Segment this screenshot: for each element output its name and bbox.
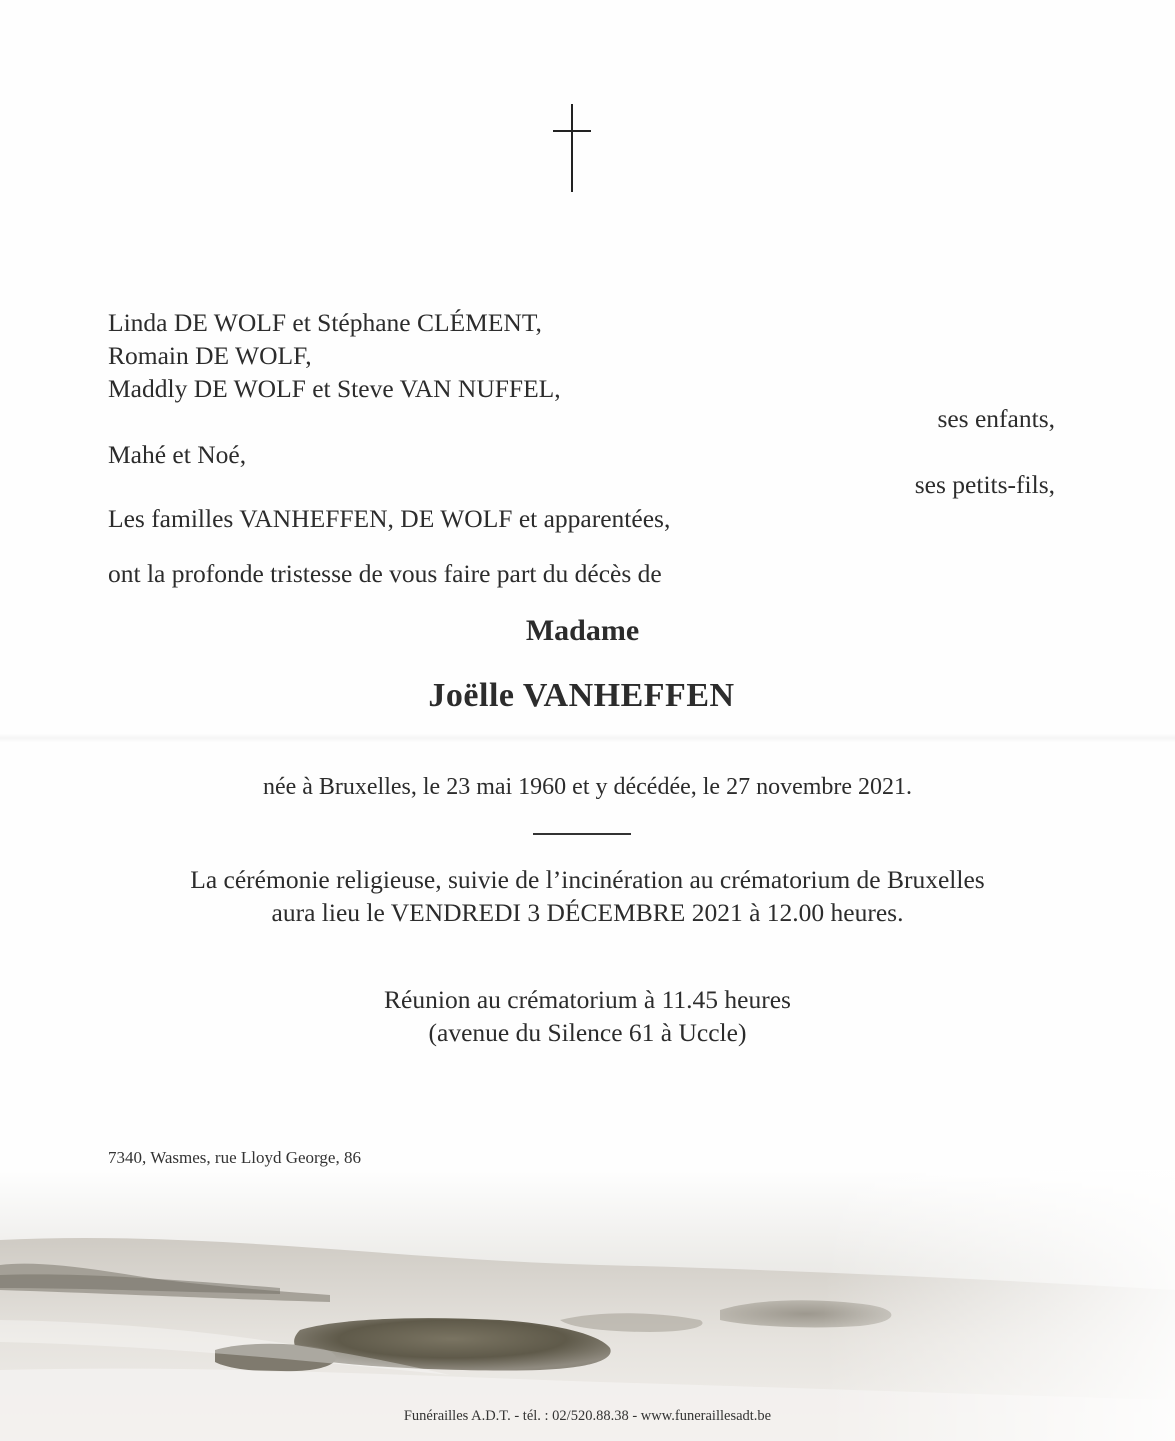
page-fold	[0, 733, 1175, 743]
ceremony-line-1: La cérémonie religieuse, suivie de l’incinération au crématorium de Bruxelles	[190, 865, 985, 894]
children-line-2: Romain DE WOLF,	[108, 341, 312, 370]
home-address: 7340, Wasmes, rue Lloyd George, 86	[108, 1148, 361, 1167]
deceased-name: Joëlle VANHEFFEN	[428, 677, 735, 714]
children-line-1: Linda DE WOLF et Stéphane CLÉMENT,	[108, 308, 542, 337]
families: Les familles VANHEFFEN, DE WOLF et apparentées,	[108, 504, 671, 533]
funeral-home-footer: Funérailles A.D.T. - tél. : 02/520.88.38 - www.funeraillesadt.be	[403, 1408, 772, 1424]
ceremony-line-2: aura lieu le VENDREDI 3 DÉCEMBRE 2021 à 12.00 heures.	[271, 898, 904, 927]
meeting-line-2: (avenue du Silence 61 à Uccle)	[428, 1018, 747, 1047]
divider	[533, 833, 631, 835]
children-line-3: Maddly DE WOLF et Steve VAN NUFFEL,	[108, 374, 561, 403]
grandchildren-role: ses petits-fils,	[914, 470, 1055, 499]
deceased-title: Madame	[525, 614, 640, 647]
meeting-line-1: Réunion au crématorium à 11.45 heures	[384, 985, 791, 1014]
grandchildren: Mahé et Noé,	[108, 440, 247, 469]
announcement: ont la profonde tristesse de vous faire part du décès de	[108, 559, 662, 588]
children-role: ses enfants,	[937, 404, 1055, 433]
cross-icon	[553, 104, 591, 192]
birth-death-dates: née à Bruxelles, le 23 mai 1960 et y décédée, le 27 novembre 2021.	[262, 774, 913, 800]
seascape-rocks-image	[0, 1170, 1175, 1441]
